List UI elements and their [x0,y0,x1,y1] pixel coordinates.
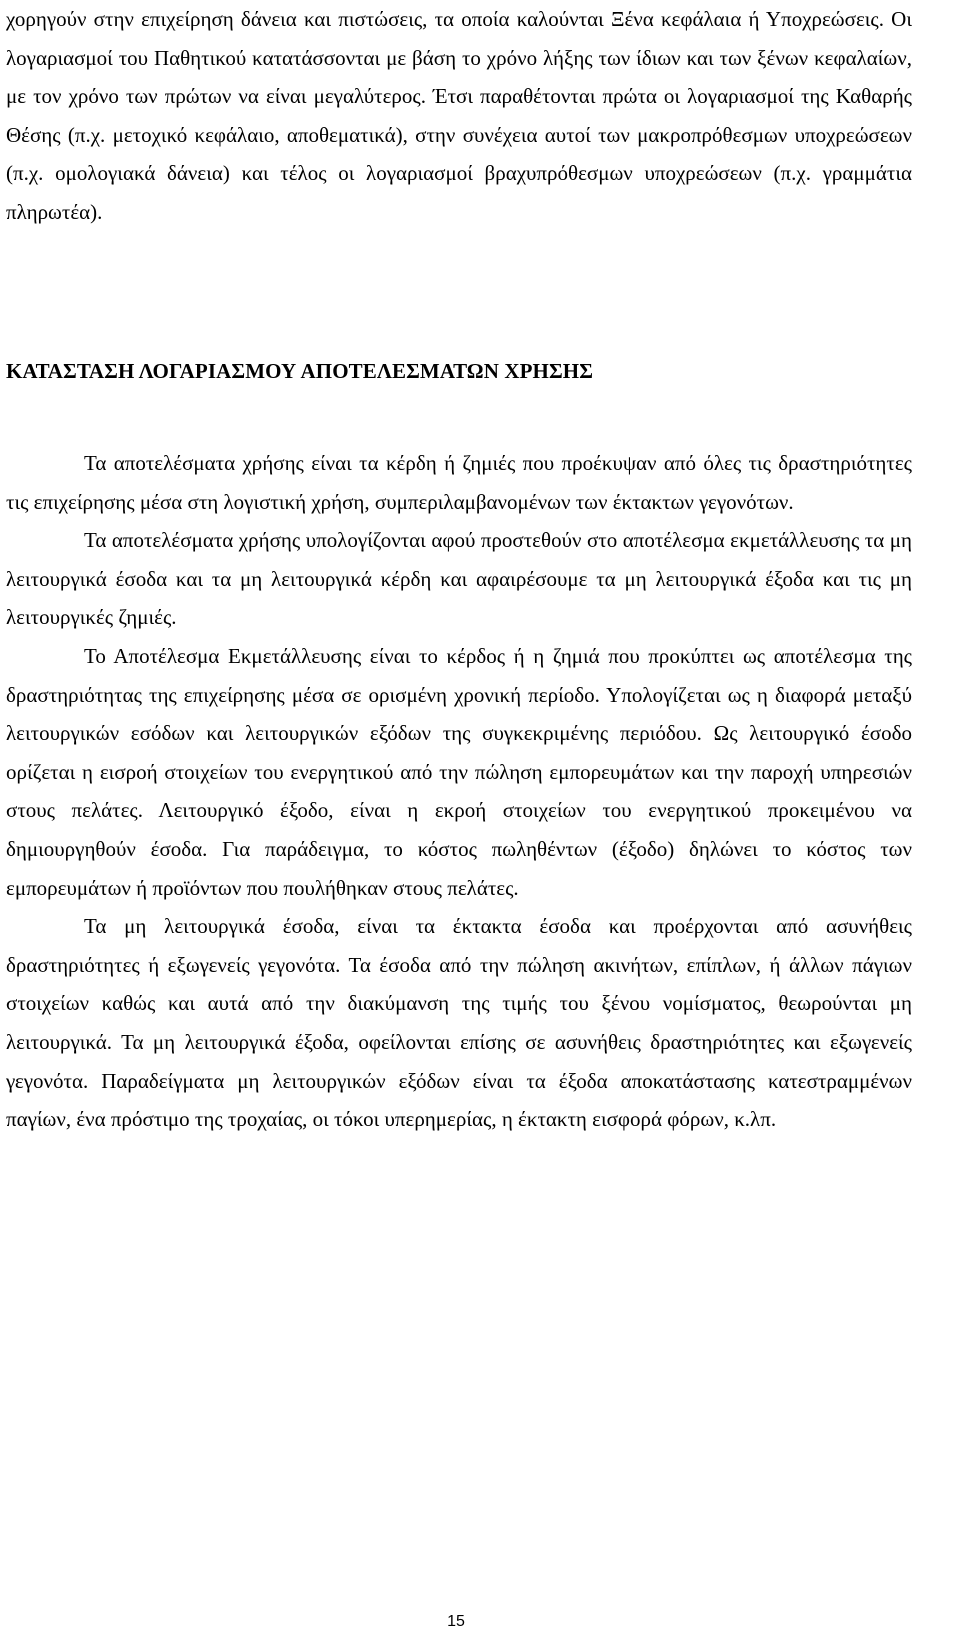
section-body [6,444,912,1139]
paragraph-operating-result: Το Αποτέλεσμα Εκμετάλλευσης είναι το κέρδος ή η ζημιά που προκύπτει ως αποτέλεσμα της δραστηριότητας της επιχείρησης μέσα σε ορισμένη χρονική περίοδο. Υπολογίζεται ως η διαφορά μεταξύ λειτουργικών εσόδων και λειτουργικών εξόδων της συγκεκριμένης περιόδου. Ως λειτουργικό έσοδο ορίζεται η εισροή στοιχείων του ενεργητικού από την πώληση εμπορευμάτων και την παροχή υπηρεσιών στους πελάτες. Λειτουργικό έξοδο, είναι η εκροή στοιχείων του ενεργητικού προκειμένου να δημιουργηθούν έσοδα. Για παράδειγμα, το κόστος πωληθέντων (έξοδο) δηλώνει το κόστος των εμπορευμάτων ή προϊόντων που πουλήθηκαν στους πελάτες. [6,643,912,900]
page-number: 15 [447,1613,465,1630]
section-heading: ΚΑΤΑΣΤΑΣΗ ΛΟΓΑΡΙΑΣΜΟΥ ΑΠΟΤΕΛΕΣΜΑΤΩΝ ΧΡΗΣΗΣ [6,359,594,383]
paragraph-results-definition: Τα αποτελέσματα χρήσης είναι τα κέρδη ή ζημιές που προέκυψαν από όλες τις δραστηριότητες τις επιχείρησης μέσα στη λογιστική χρήση, συμπεριλαμβανομένων των έκτακτων γεγονότων. [6,451,912,514]
intro-block [6,0,912,232]
paragraph-non-operating-items: Τα μη λειτουργικά έσοδα, είναι τα έκτακτα έσοδα και προέρχονται από ασυνήθεις δραστηριότητες ή εξωγενείς γεγονότα. Τα έσοδα από την πώληση ακινήτων, επίπλων, ή άλλων πάγιων στοιχείων καθώς και αυτά από την διακύμανση της τιμής του ξένου νομίσματος, θεωρούνται μη λειτουργικά. Τα μη λειτουργικά έξοδα, οφείλονται επίσης σε ασυνήθεις δραστηριότητες και εξωγενείς γεγονότα. Παραδείγματα μη λειτουργικών εξόδων είναι τα έξοδα αποκατάστασης κατεστραμμένων παγίων, ένα πρόστιμο της τροχαίας, οι τόκοι υπερημερίας, η έκτακτη εισφορά φόρων, κ.λπ. [6,914,912,1132]
paragraph-results-calculation: Τα αποτελέσματα χρήσης υπολογίζονται αφού προστεθούν στο αποτέλεσμα εκμετάλλευσης τα μη λειτουργικά έσοδα και τα μη λειτουργικά κέρδη και αφαιρέσουμε τα μη λειτουργικά έξοδα και τις μη λειτουργικές ζημιές. [6,528,912,630]
intro-paragraph: χορηγούν στην επιχείρηση δάνεια και πιστώσεις, τα οποία καλούνται Ξένα κεφάλαια ή Υποχρεώσεις. Οι λογαριασμοί του Παθητικού κατατάσσονται με βάση το χρόνο λήξης των ίδιων και των ξένων κεφαλαίων, με τον χρόνο των πρώτων να είναι μεγαλύτερος. Έτσι παραθέτονται πρώτα οι λογαριασμοί της Καθαρής Θέσης (π.χ. μετοχικό κεφάλαιο, αποθεματικά), στην συνέχεια αυτοί των μακροπρόθεσμων υποχρεώσεων (π.χ. ομολογιακά δάνεια) και τέλος οι λογαριασμοί βραχυπρόθεσμων υποχρεώσεων (π.χ. γραμμάτια πληρωτέα). [6,7,912,224]
